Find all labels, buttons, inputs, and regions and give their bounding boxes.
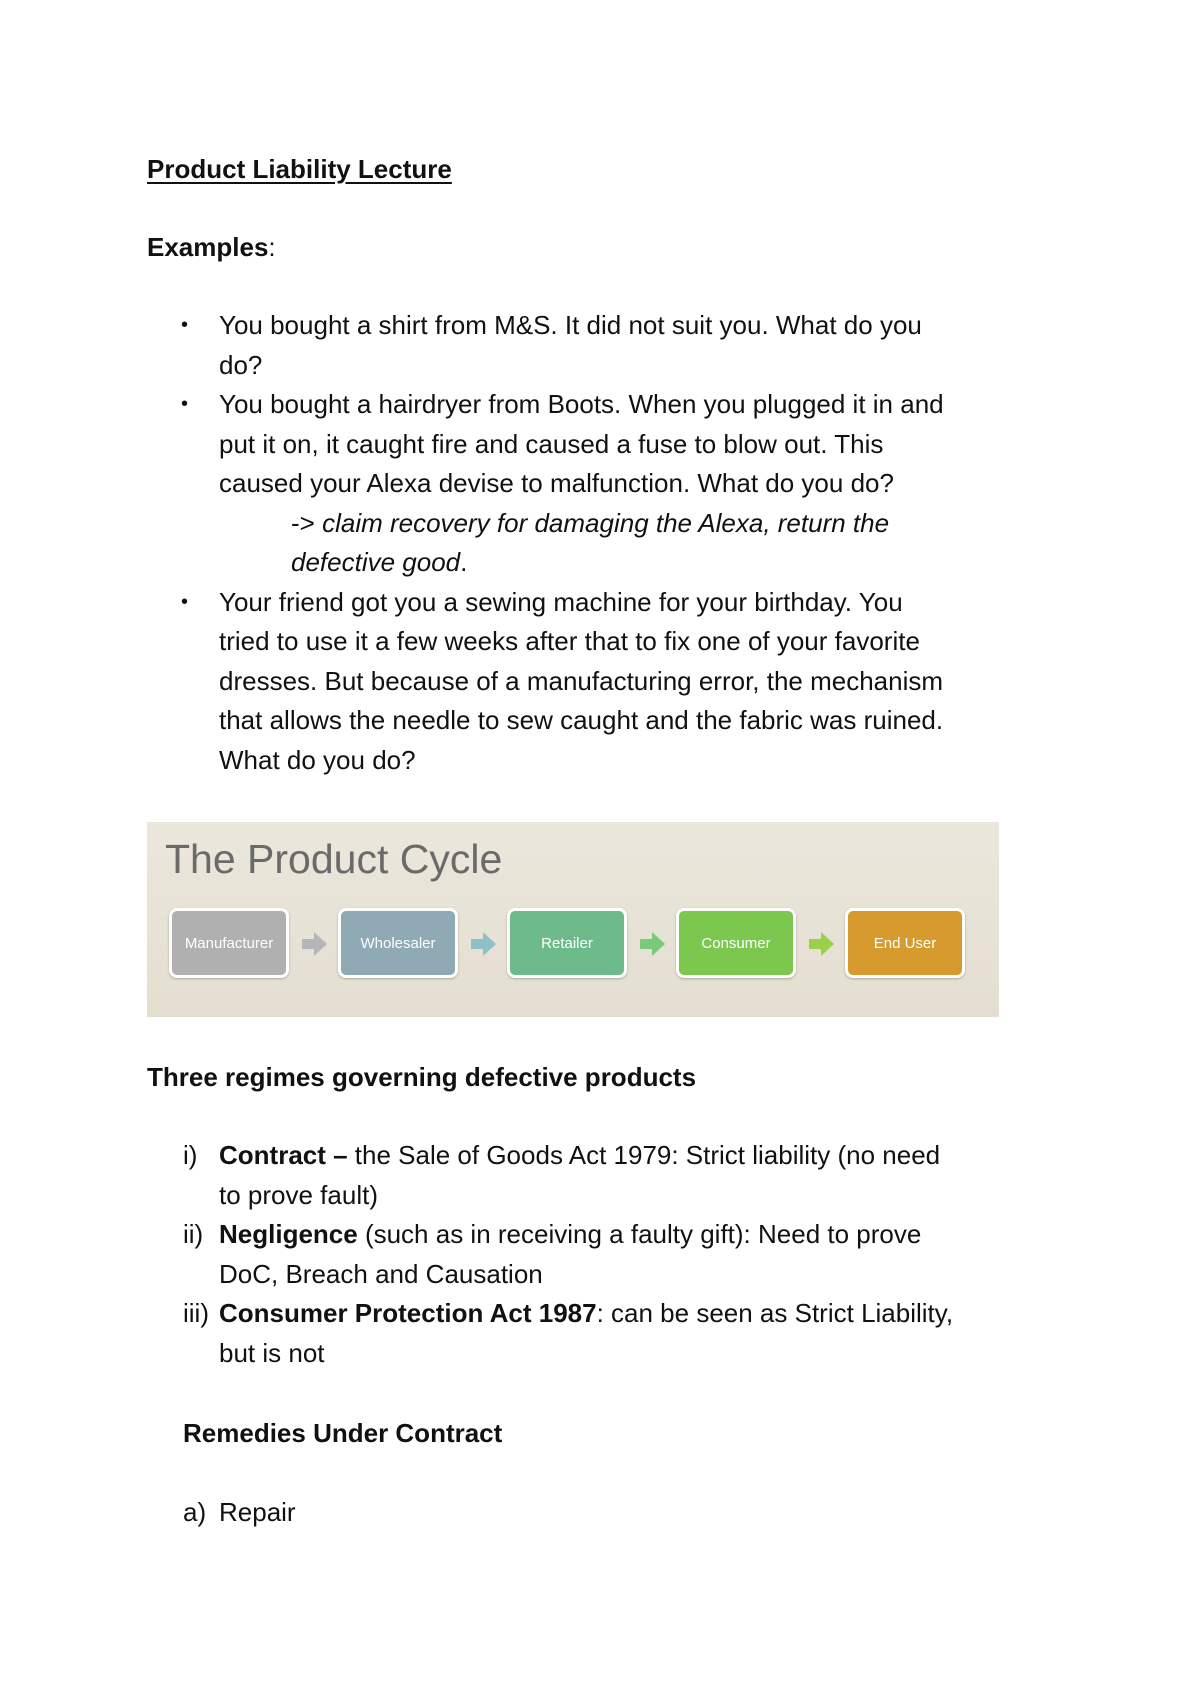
arrow-right-icon xyxy=(640,931,666,957)
list-item xyxy=(147,1294,1077,1373)
regime-line xyxy=(219,1215,1077,1255)
regime-line: DoC, Breach and Causation xyxy=(219,1258,543,1289)
note-line-2: defective good xyxy=(291,547,461,577)
example-line: do? xyxy=(219,349,263,380)
remedy-label: a) xyxy=(183,1497,207,1527)
regime-title: Contract – xyxy=(219,1140,348,1170)
answer-note-continued xyxy=(219,543,1077,583)
example-line: that allows the needle to sew caught and the fabric was ruined. xyxy=(219,705,944,735)
stage-label: End User xyxy=(873,934,937,952)
arrow-right-icon xyxy=(302,931,328,957)
list-item xyxy=(147,1215,1077,1294)
example-line: put it on, it caught fire and caused a fuse to blow out. This xyxy=(219,428,884,459)
stage-consumer xyxy=(676,908,796,978)
example-line: You bought a shirt from M&S. It did not suit you. What do you xyxy=(219,310,922,340)
example-line: caused your Alexa devise to malfunction. What do you do? xyxy=(219,468,894,498)
list-item xyxy=(147,1136,1077,1215)
examples-heading xyxy=(147,228,276,268)
bullet-icon: • xyxy=(181,314,189,336)
regime-line: but is not xyxy=(219,1337,325,1368)
list-item xyxy=(147,583,1077,781)
stage-label: Consumer xyxy=(701,934,771,952)
list-item xyxy=(147,306,1077,385)
remedy-item xyxy=(183,1493,296,1533)
regime-line xyxy=(219,1294,1077,1334)
stage-end-user xyxy=(845,908,965,978)
arrow-right-icon xyxy=(471,931,497,957)
stage-label: Manufacturer xyxy=(184,934,274,952)
remedies-heading: Remedies Under Contract xyxy=(183,1418,503,1448)
bullet-icon: • xyxy=(181,393,189,415)
stage-label: Wholesaler xyxy=(360,934,436,952)
stage-label: Retailer xyxy=(541,934,593,952)
examples-list xyxy=(147,306,1077,780)
arrow-right-icon xyxy=(809,931,835,957)
answer-note xyxy=(219,504,1077,544)
arrow-right-shape xyxy=(302,932,327,956)
stage-wholesaler xyxy=(338,908,458,978)
list-number: i) xyxy=(183,1140,198,1170)
arrow-right-shape xyxy=(471,932,496,956)
regime-text: : can be seen as Strict Liability, xyxy=(596,1298,954,1328)
example-line: You bought a hairdryer from Boots. When you plugged it in and xyxy=(219,389,944,419)
example-line: dresses. But because of a manufacturing error, the mechanism xyxy=(219,665,944,696)
examples-heading-colon: : xyxy=(268,232,276,262)
examples-heading-label: Examples xyxy=(147,232,269,262)
example-line: tried to use it a few weeks after that to fix one of your favorite xyxy=(219,626,920,656)
stage-manufacturer xyxy=(169,908,289,978)
product-cycle-diagram xyxy=(147,822,999,1017)
stage-retailer xyxy=(507,908,627,978)
product-cycle-title: The Product Cycle xyxy=(165,836,503,882)
regimes-heading: Three regimes governing defective products xyxy=(147,1062,697,1092)
note-line-1: claim recovery for damaging the Alexa, return the xyxy=(322,507,890,538)
arrow-right-shape xyxy=(809,932,834,956)
list-item xyxy=(147,385,1077,583)
example-line: What do you do? xyxy=(219,744,416,775)
regime-text: the Sale of Goods Act 1979: Strict liability (no need xyxy=(347,1140,941,1170)
page-title: Product Liability Lecture xyxy=(147,154,452,184)
list-number: iii) xyxy=(183,1298,209,1328)
remedy-text: Repair xyxy=(219,1497,296,1527)
note-period: . xyxy=(460,547,468,577)
regime-title: Consumer Protection Act 1987 xyxy=(219,1298,597,1328)
regime-line xyxy=(219,1136,1077,1176)
list-number: ii) xyxy=(183,1219,204,1249)
arrow-right-shape xyxy=(640,932,665,956)
regime-title: Negligence xyxy=(219,1219,358,1249)
regime-line: to prove fault) xyxy=(219,1179,378,1210)
regimes-list xyxy=(147,1136,1077,1373)
bullet-icon: • xyxy=(181,590,189,613)
example-line: Your friend got you a sewing machine for your birthday. You xyxy=(219,586,903,617)
arrow-text: -> xyxy=(291,507,315,538)
regime-text: (such as in receiving a faulty gift): Need to prove xyxy=(357,1219,922,1249)
